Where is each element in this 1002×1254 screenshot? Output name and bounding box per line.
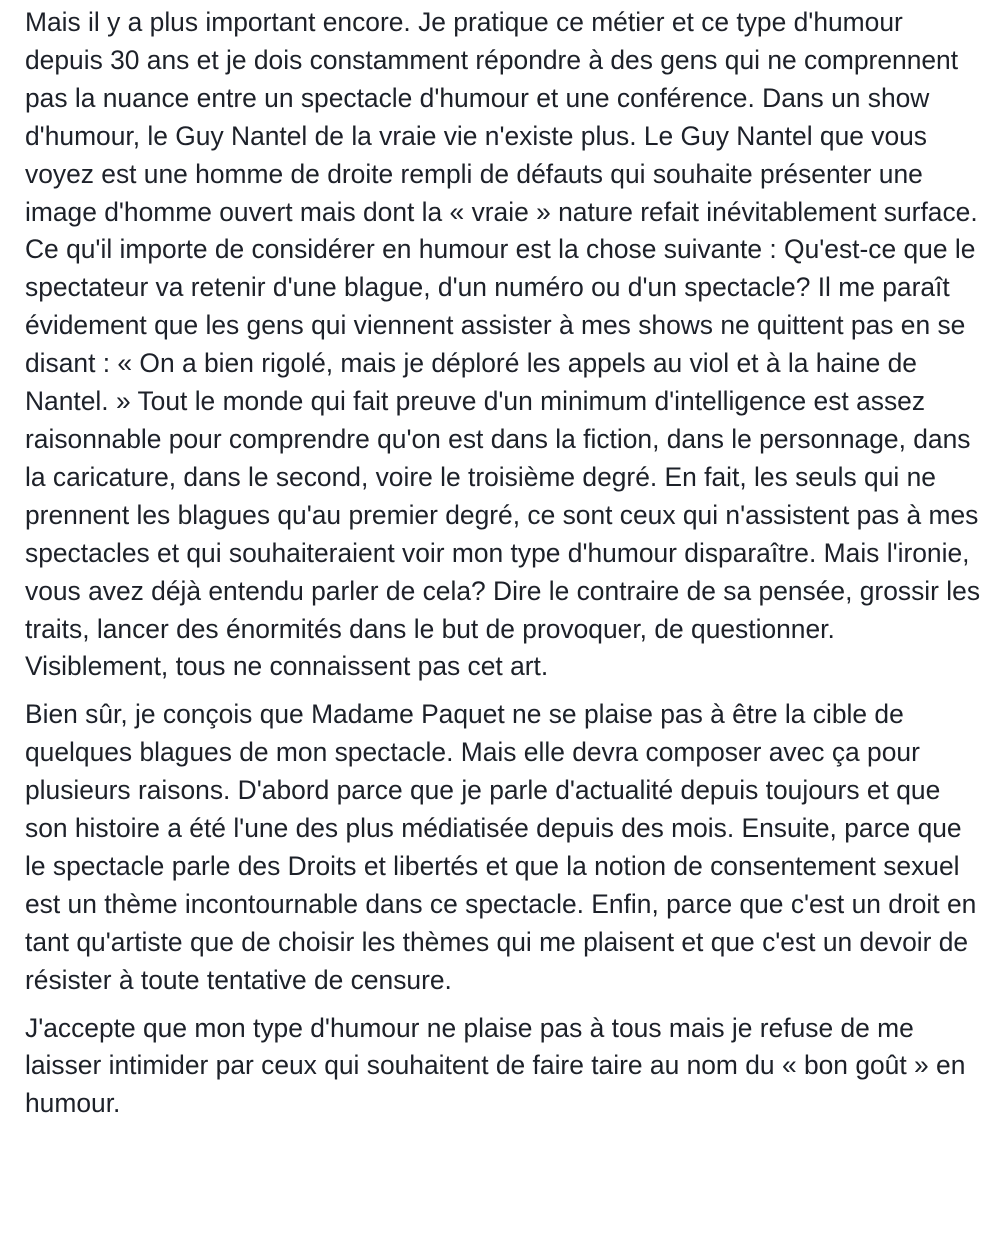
post-paragraph-2: Bien sûr, je conçois que Madame Paquet ne se plaise pas à être la cible de quelques blagues de mon spectacle. Mais elle devra composer avec ça pour plusieurs raisons. D'abord parce que je parle d'actualité depuis toujours et que son histoire a été l'une des plus médiatisée depuis des mois. Ensuite, parce que le spectacle parle des Droits et libertés et que la notion de consentement sexuel est un thème incontournable dans ce spectacle. Enfin, parce que c'est un droit en tant qu'artiste que de choisir les thèmes qui me plaisent et que c'est un devoir de résister à toute tentative de censure. <box>25 699 977 995</box>
post-paragraph-1: Mais il y a plus important encore. Je pratique ce métier et ce type d'humour depuis 30 ans et je dois constamment répondre à des gens qui ne comprennent pas la nuance entre un spectacle d'humour et une conférence. Dans un show d'humour, le Guy Nantel de la vraie vie n'existe plus. Le Guy Nantel que vous voyez est une homme de droite rempli de défauts qui souhaite présenter une image d'homme ouvert mais dont la « vraie » nature refait inévitablement surface. Ce qu'il importe de considérer en humour est la chose suivante : Qu'est-ce que le spectateur va retenir d'une blague, d'un numéro ou d'un spectacle? Il me paraît évidement que les gens qui viennent assister à mes shows ne quittent pas en se disant : « On a bien rigolé, mais je déploré les appels au viol et à la haine de Nantel. » Tout le monde qui fait preuve d'un minimum d'intelligence est assez raisonnable pour comprendre qu'on est dans la fiction, dans le personnage, dans la caricature, dans le second, voire le troisième degré. En fait, les seuls qui ne prennent les blagues qu'au premier degré, ce sont ceux qui n'assistent pas à mes spectacles et qui souhaiteraient voir mon type d'humour disparaître. Mais l'ironie, vous avez déjà entendu parler de cela? Dire le contraire de sa pensée, grossir les traits, lancer des énormités dans le but de provoquer, de questionner. Visiblement, tous ne connaissent pas cet art. <box>25 7 981 682</box>
post-paragraph-3: J'accepte que mon type d'humour ne plaise pas à tous mais je refuse de me laisser intimider par ceux qui souhaitent de faire taire au nom du « bon goût » en humour. <box>25 1012 966 1119</box>
